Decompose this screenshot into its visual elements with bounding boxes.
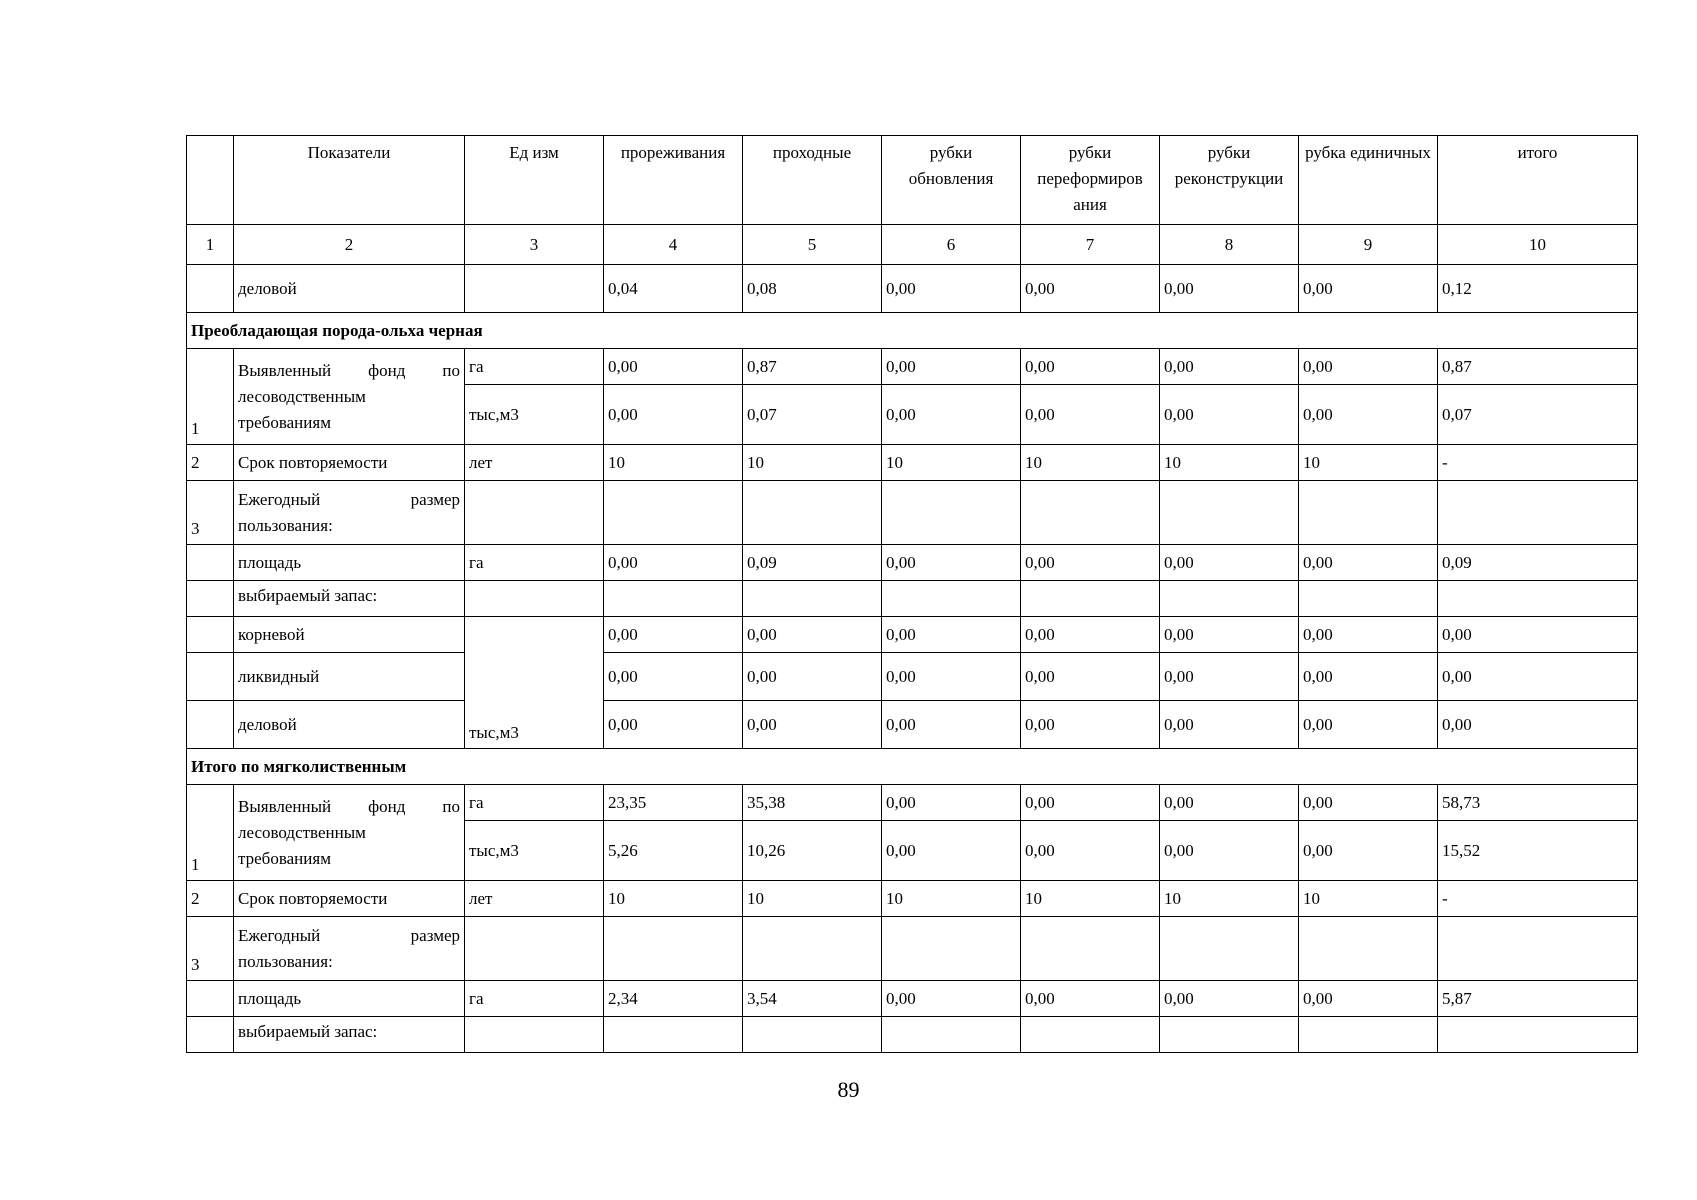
row-number-cell: [187, 617, 234, 653]
value-cell: 0,00: [1021, 653, 1160, 701]
value-cell: 0,00: [882, 385, 1021, 445]
value-cell: 0,00: [882, 821, 1021, 881]
page-number: 89: [837, 1077, 860, 1102]
row-label: площадь: [234, 545, 465, 581]
value-cell: 0,07: [1438, 385, 1638, 445]
value-cell: 0,00: [1021, 265, 1160, 313]
row-label: Выявленный фонд по лесоводственным требованиям: [234, 785, 465, 881]
row-label: Срок повторяемости: [234, 881, 465, 917]
value-cell: 0,00: [743, 653, 882, 701]
table-row: [187, 349, 1638, 385]
empty-cell: [882, 481, 1021, 545]
row-number-cell: 1: [187, 349, 234, 445]
row-label: Ежегодный размер пользования:: [234, 917, 465, 981]
row-number-cell: [187, 545, 234, 581]
value-cell: 0,00: [1021, 981, 1160, 1017]
table-row: [187, 545, 1638, 581]
row-number-cell: [187, 581, 234, 617]
row-label: выбираемый запас:: [234, 1017, 465, 1053]
value-cell: 0,00: [1160, 265, 1299, 313]
table-row: [187, 617, 1638, 653]
row-number-cell: [187, 981, 234, 1017]
header-col-10: итого: [1438, 136, 1638, 225]
empty-cell: [1021, 1017, 1160, 1053]
row-label: Ежегодный размер пользования:: [234, 481, 465, 545]
value-cell: 0,00: [1021, 821, 1160, 881]
section-header-row: [187, 749, 1638, 785]
empty-cell: [604, 481, 743, 545]
header-col-8: рубки реконструкции: [1160, 136, 1299, 225]
value-cell: 0,00: [1438, 653, 1638, 701]
empty-cell: [1299, 581, 1438, 617]
value-cell: 0,00: [1160, 821, 1299, 881]
column-number: 8: [1160, 225, 1299, 265]
row-number-cell: [187, 653, 234, 701]
value-cell: 0,00: [604, 385, 743, 445]
empty-cell: [1160, 481, 1299, 545]
value-cell: 0,00: [1160, 785, 1299, 821]
value-cell: 0,00: [882, 545, 1021, 581]
value-cell: 0,00: [1021, 349, 1160, 385]
value-cell: 0,00: [1299, 385, 1438, 445]
row-number-cell: [187, 1017, 234, 1053]
value-cell: 0,00: [1299, 265, 1438, 313]
value-cell: 10: [604, 445, 743, 481]
value-cell: 23,35: [604, 785, 743, 821]
empty-cell: [1160, 917, 1299, 981]
value-cell: 0,00: [604, 617, 743, 653]
empty-cell: [882, 581, 1021, 617]
row-label: деловой: [234, 701, 465, 749]
value-cell: 0,00: [1299, 349, 1438, 385]
empty-cell: [1299, 481, 1438, 545]
value-cell: 0,12: [1438, 265, 1638, 313]
value-cell: -: [1438, 881, 1638, 917]
empty-cell: [743, 481, 882, 545]
empty-cell: [604, 581, 743, 617]
empty-cell: [1438, 481, 1638, 545]
unit-cell: га: [465, 545, 604, 581]
value-cell: 3,54: [743, 981, 882, 1017]
value-cell: 10: [743, 445, 882, 481]
value-cell: 10: [1160, 881, 1299, 917]
row-number-cell: [187, 265, 234, 313]
table-row: [187, 481, 1638, 545]
value-cell: 0,00: [882, 349, 1021, 385]
table-row: [187, 265, 1638, 313]
empty-cell: [1438, 917, 1638, 981]
value-cell: 0,09: [743, 545, 882, 581]
value-cell: 10: [882, 445, 1021, 481]
header-col-6: рубки обновления: [882, 136, 1021, 225]
value-cell: 0,00: [1021, 385, 1160, 445]
table-row: [187, 653, 1638, 701]
value-cell: 0,00: [882, 701, 1021, 749]
empty-cell: [1438, 581, 1638, 617]
table-row: [187, 785, 1638, 821]
row-label: выбираемый запас:: [234, 581, 465, 617]
value-cell: 0,00: [743, 701, 882, 749]
forest-use-table: [186, 135, 1638, 1053]
value-cell: 0,00: [604, 653, 743, 701]
row-number-cell: 1: [187, 785, 234, 881]
unit-cell: тыс,м3: [465, 821, 604, 881]
row-number-cell: [187, 701, 234, 749]
empty-cell: [1160, 581, 1299, 617]
row-label: корневой: [234, 617, 465, 653]
value-cell: 0,87: [743, 349, 882, 385]
table-body: [187, 225, 1638, 1053]
value-cell: 0,00: [1160, 701, 1299, 749]
value-cell: 0,00: [604, 349, 743, 385]
column-number: 4: [604, 225, 743, 265]
row-label: деловой: [234, 265, 465, 313]
value-cell: 0,00: [1299, 821, 1438, 881]
value-cell: 58,73: [1438, 785, 1638, 821]
row-number-cell: 2: [187, 445, 234, 481]
value-cell: 0,00: [743, 617, 882, 653]
value-cell: 0,00: [1021, 545, 1160, 581]
empty-cell: [1299, 1017, 1438, 1053]
value-cell: 10: [743, 881, 882, 917]
value-cell: 15,52: [1438, 821, 1638, 881]
value-cell: 0,00: [882, 981, 1021, 1017]
value-cell: -: [1438, 445, 1638, 481]
value-cell: 0,00: [604, 545, 743, 581]
unit-cell: тыс,м3: [465, 385, 604, 445]
row-label: площадь: [234, 981, 465, 1017]
column-number: 6: [882, 225, 1021, 265]
unit-cell: га: [465, 349, 604, 385]
value-cell: 0,04: [604, 265, 743, 313]
value-cell: 0,00: [1299, 545, 1438, 581]
row-number-cell: 3: [187, 481, 234, 545]
value-cell: 0,00: [604, 701, 743, 749]
value-cell: 0,00: [1438, 701, 1638, 749]
empty-cell: [604, 917, 743, 981]
value-cell: 0,09: [1438, 545, 1638, 581]
value-cell: 10: [1299, 445, 1438, 481]
value-cell: 0,00: [882, 785, 1021, 821]
row-label: Срок повторяемости: [234, 445, 465, 481]
empty-cell: [882, 917, 1021, 981]
empty-cell: [1299, 917, 1438, 981]
table-row: [187, 581, 1638, 617]
empty-cell: [604, 1017, 743, 1053]
header-col-3: Ед изм: [465, 136, 604, 225]
column-number: 5: [743, 225, 882, 265]
section-title: Преобладающая порода-ольха черная: [187, 313, 1638, 349]
column-number: 2: [234, 225, 465, 265]
value-cell: 0,00: [1021, 617, 1160, 653]
row-label: Выявленный фонд по лесоводственным требованиям: [234, 349, 465, 445]
empty-cell: [743, 1017, 882, 1053]
unit-cell: га: [465, 785, 604, 821]
row-number-cell: 3: [187, 917, 234, 981]
value-cell: 0,00: [1160, 617, 1299, 653]
value-cell: 0,87: [1438, 349, 1638, 385]
empty-cell: [465, 1017, 604, 1053]
value-cell: 5,26: [604, 821, 743, 881]
value-cell: 0,00: [1160, 981, 1299, 1017]
value-cell: 0,07: [743, 385, 882, 445]
header-col-9: рубка единичных: [1299, 136, 1438, 225]
table-row: [187, 1017, 1638, 1053]
value-cell: 0,00: [1438, 617, 1638, 653]
header-col-5: проходные: [743, 136, 882, 225]
unit-cell: лет: [465, 445, 604, 481]
empty-cell: [1021, 481, 1160, 545]
value-cell: 0,00: [1299, 701, 1438, 749]
value-cell: 0,00: [1160, 349, 1299, 385]
table-row: [187, 701, 1638, 749]
value-cell: 10: [1160, 445, 1299, 481]
value-cell: 0,00: [1160, 385, 1299, 445]
column-number: 9: [1299, 225, 1438, 265]
value-cell: 2,34: [604, 981, 743, 1017]
empty-cell: [743, 581, 882, 617]
value-cell: 5,87: [1438, 981, 1638, 1017]
header-col-2: Показатели: [234, 136, 465, 225]
value-cell: 0,00: [1299, 617, 1438, 653]
section-header-row: [187, 313, 1638, 349]
table-row: [187, 917, 1638, 981]
row-number-cell: 2: [187, 881, 234, 917]
value-cell: 0,00: [1160, 653, 1299, 701]
empty-cell: [1021, 917, 1160, 981]
column-number-row: [187, 225, 1638, 265]
value-cell: 10: [1021, 881, 1160, 917]
value-cell: 0,00: [882, 653, 1021, 701]
header-col-1: [187, 136, 234, 225]
value-cell: 35,38: [743, 785, 882, 821]
unit-cell: [465, 265, 604, 313]
value-cell: 0,00: [1299, 981, 1438, 1017]
unit-cell: [465, 581, 604, 617]
table-row: [187, 445, 1638, 481]
empty-cell: [1438, 1017, 1638, 1053]
value-cell: 0,08: [743, 265, 882, 313]
empty-cell: [1160, 1017, 1299, 1053]
column-number: 3: [465, 225, 604, 265]
unit-cell: лет: [465, 881, 604, 917]
unit-cell: га: [465, 981, 604, 1017]
empty-cell: [882, 1017, 1021, 1053]
empty-cell: [1021, 581, 1160, 617]
row-label: ликвидный: [234, 653, 465, 701]
value-cell: 0,00: [882, 617, 1021, 653]
column-number: 10: [1438, 225, 1638, 265]
value-cell: 0,00: [882, 265, 1021, 313]
column-number: 7: [1021, 225, 1160, 265]
header-row: [187, 136, 1638, 225]
value-cell: 0,00: [1160, 545, 1299, 581]
value-cell: 10: [882, 881, 1021, 917]
value-cell: 10: [604, 881, 743, 917]
empty-cell: [743, 917, 882, 981]
value-cell: 0,00: [1299, 653, 1438, 701]
unit-cell: тыс,м3: [465, 617, 604, 749]
empty-cell: [465, 917, 604, 981]
table-row: [187, 881, 1638, 917]
section-title: Итого по мягколиственным: [187, 749, 1638, 785]
empty-cell: [465, 481, 604, 545]
value-cell: 0,00: [1021, 701, 1160, 749]
header-col-7: рубки переформиров ания: [1021, 136, 1160, 225]
value-cell: 10: [1299, 881, 1438, 917]
value-cell: 0,00: [1021, 785, 1160, 821]
header-col-4: прореживания: [604, 136, 743, 225]
value-cell: 0,00: [1299, 785, 1438, 821]
table-row: [187, 981, 1638, 1017]
value-cell: 10: [1021, 445, 1160, 481]
column-number: 1: [187, 225, 234, 265]
value-cell: 10,26: [743, 821, 882, 881]
